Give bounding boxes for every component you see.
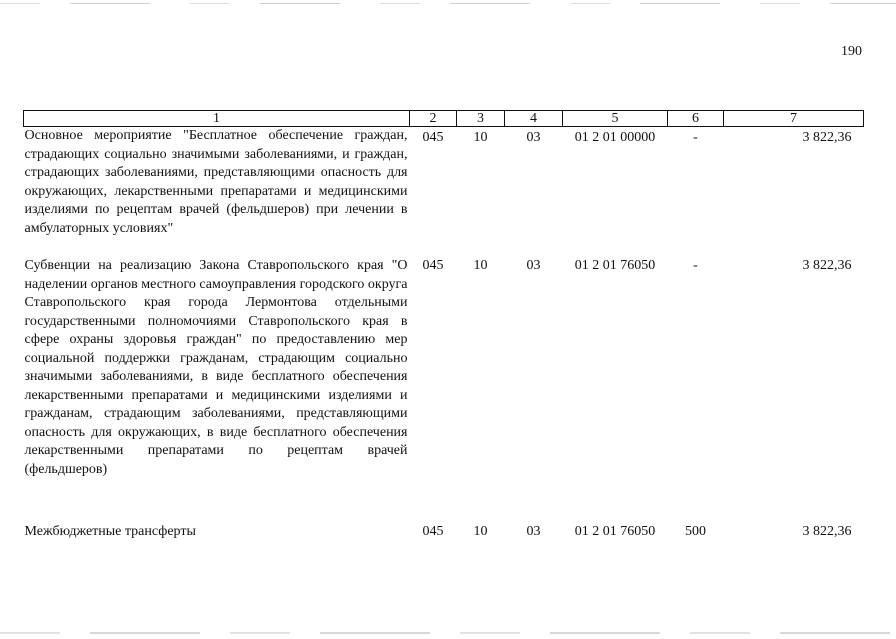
row-sum: 3 822,36 [802, 524, 852, 539]
column-header-5: 5 [563, 111, 668, 127]
row-vr: - [693, 258, 698, 273]
column-header-2: 2 [410, 111, 457, 127]
row-rz: 10 [473, 524, 488, 539]
row-ved: 045 [422, 130, 444, 145]
row-pr: 03 [526, 524, 541, 539]
row-name: Основное мероприятие "Бесплатное обеспечение граждан, страдающих социально значимыми заболеваниями, и граждан, страдающих заболеваниями, представляющими опасность для окружающих, лекарственными препаратами и медицинскими изделиями по рецептам врачей (фельдшеров) при лечении в амбулаторных условиях" [24, 128, 408, 236]
column-header-3: 3 [457, 111, 505, 127]
row-vr: 500 [685, 524, 706, 539]
table-row [24, 523, 864, 543]
row-vr: - [693, 130, 698, 145]
column-header-1: 1 [24, 111, 410, 127]
row-name: Межбюджетные трансферты [24, 524, 196, 539]
row-sum: 3 822,36 [802, 258, 852, 273]
row-rz: 10 [473, 130, 488, 145]
table-header-row [24, 111, 864, 127]
row-csr: 01 2 01 00000 [574, 130, 656, 145]
row-pr: 03 [526, 130, 541, 145]
row-ved: 045 [422, 524, 444, 539]
scan-artifact-bottom [0, 632, 896, 634]
column-header-7: 7 [724, 111, 864, 127]
column-header-6: 6 [668, 111, 724, 127]
scan-artifact-top [0, 3, 896, 4]
row-rz: 10 [473, 258, 488, 273]
row-csr: 01 2 01 76050 [574, 524, 656, 539]
budget-table [23, 110, 864, 543]
row-sum: 3 822,36 [802, 130, 852, 145]
table-row [24, 127, 864, 258]
row-ved: 045 [422, 258, 444, 273]
table-row [24, 257, 864, 523]
row-name: Субвенции на реализацию Закона Ставропольского края "О наделении органов местного самоуправления городского округа Ставропольского края города Лермонтова отдельными государственными полномочиями Ставропольского края в сфере охраны здоровья граждан" по предоставлению мер социальной поддержки гражданам, страдающим социально значимыми заболеваниями, в виде бесплатного обеспечения лекарственными препаратами и медицинскими изделиями и гражданам, страдающим заболеваниями, представляющими опасность для окружающих, в виде бесплатного обеспечения лекарственными препаратами по рецептам врачей (фельдшеров) [24, 258, 408, 477]
page-number: 190 [841, 44, 862, 59]
row-csr: 01 2 01 76050 [574, 258, 656, 273]
column-header-4: 4 [505, 111, 563, 127]
row-pr: 03 [526, 258, 541, 273]
